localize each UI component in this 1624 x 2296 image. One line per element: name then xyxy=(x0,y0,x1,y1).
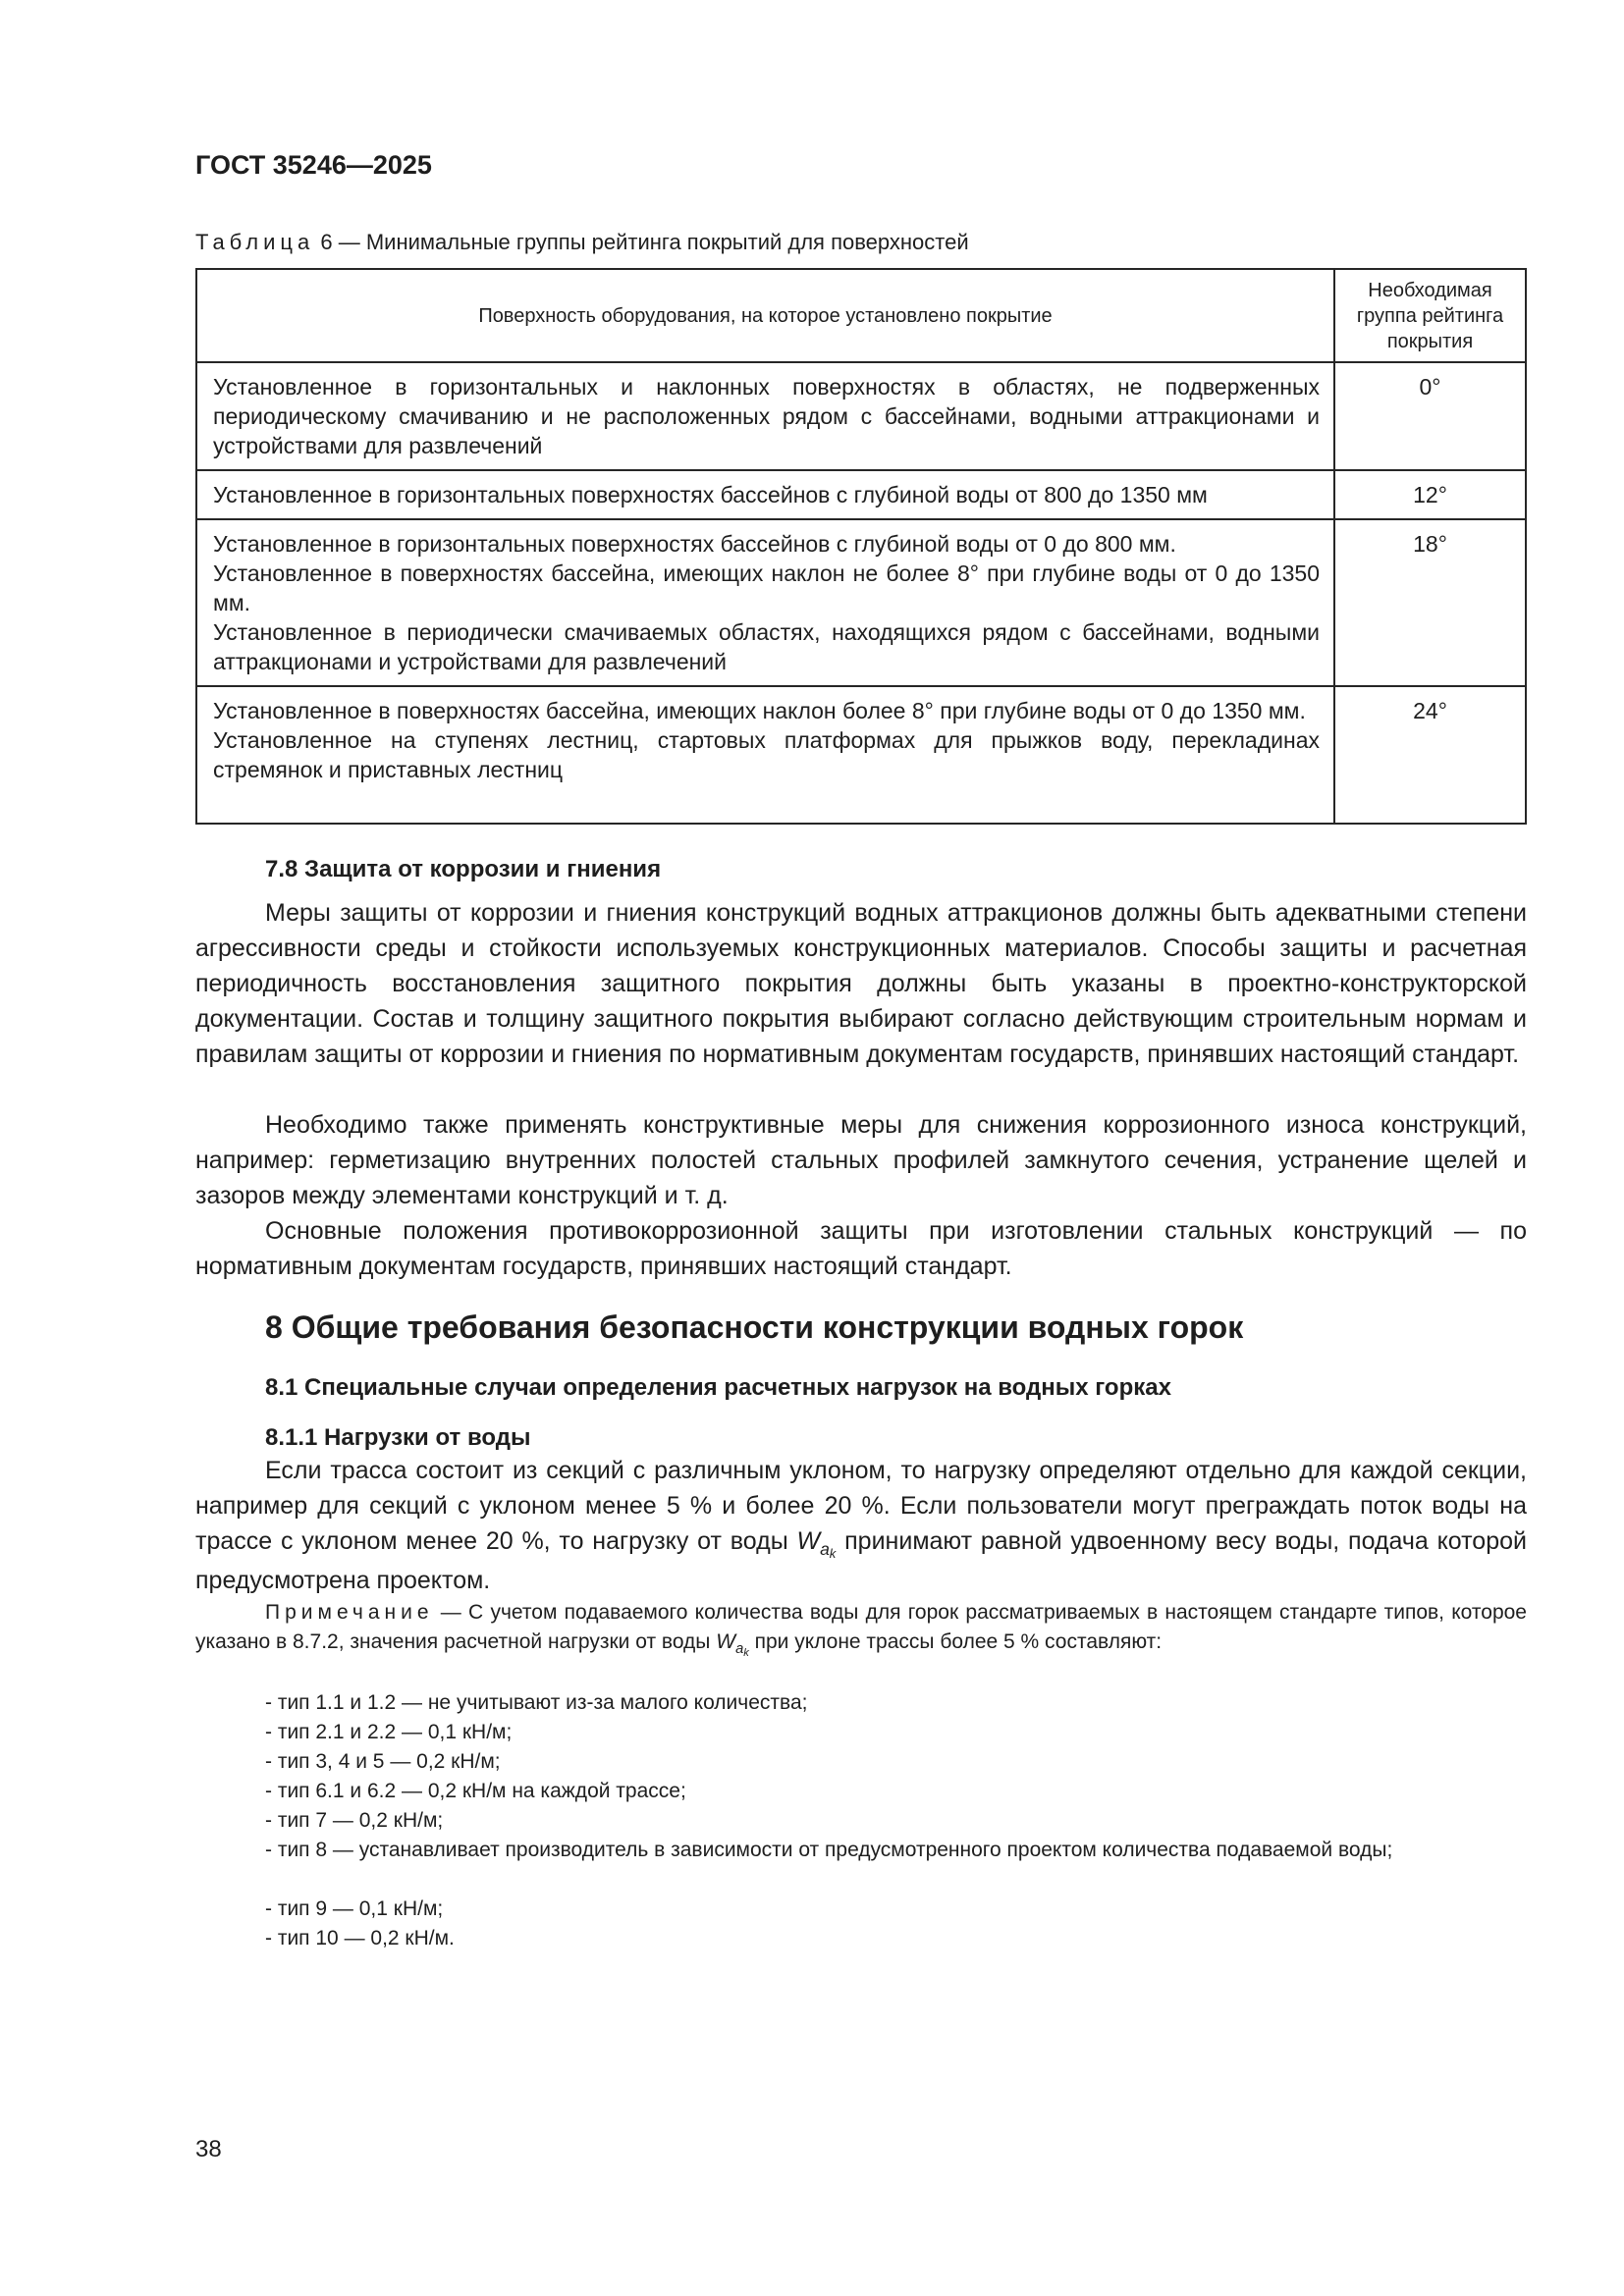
surface-text: Установленное в горизонтальных поверхностях бассейнов с глубиной воды от 0 до 800 мм. xyxy=(213,531,1176,557)
column-header-group: Необходимая группа рейтинга покрытия xyxy=(1334,269,1526,362)
section-8-1-1-heading: 8.1.1 Нагрузки от воды xyxy=(265,1424,531,1451)
water-load-subscript: ak xyxy=(735,1641,749,1659)
note-label: Примечание xyxy=(265,1601,434,1624)
surface-text: Установленное в горизонтальных поверхностях бассейнов с глубиной воды от 800 до 1350 мм xyxy=(213,482,1208,507)
surface-cell xyxy=(196,686,1334,824)
table-caption xyxy=(195,230,969,255)
paragraph-text: Если трасса состоит из секций с различным уклоном, то нагрузку определяют отдельно для каждой секции, например для секций с уклоном менее 5 % и более 20 %. Если пользователи могут преграждать поток воды на трассе с уклоном менее 20 %, то нагрузку от воды xyxy=(195,1457,1527,1555)
table-row xyxy=(196,686,1526,824)
paragraph-text: принимают равной удвоенному весу воды, подача которой предусмотрена проектом. xyxy=(195,1527,1527,1594)
table-row xyxy=(196,470,1526,519)
water-load-subscript: ak xyxy=(820,1539,837,1562)
section-7-8-paragraph-1: Меры защиты от коррозии и гниения конструкций водных аттракционов должны быть адекватными степени агрессивности среды и стойкости используемых конструкционных материалов. Способы защиты и расчетная периодичность восстановления защитного покрытия должны быть указаны в проектно-конструкторской документации. Состав и толщину защитного покрытия выбирают согласно действующим строительным нормам и правилам защиты от коррозии и гниения по нормативным документам государств, принявших настоящий стандарт. xyxy=(195,899,1527,1068)
rating-group-cell: 24° xyxy=(1334,686,1526,824)
section-7-8-paragraph-2: Необходимо также применять конструктивные меры для снижения коррозионного износа конструкций, например: герметизацию внутренних полостей стальных профилей замкнутого сечения, устранение щелей и зазоров между элементами конструкций и т. д. xyxy=(195,1111,1527,1209)
section-8-heading: 8 Общие требования безопасности конструкции водных горок xyxy=(265,1309,1244,1345)
surface-text: Установленное в горизонтальных и наклонных поверхностях в областях, не подверженных периодическому смачиванию и не расположенных рядом с бассейнами, водными аттракционами и устройствами для развлечений xyxy=(213,374,1320,458)
rating-group-cell: 0° xyxy=(1334,362,1526,470)
table-row xyxy=(196,362,1526,470)
section-8-1-1-paragraph xyxy=(195,1453,1527,1598)
rating-group-cell: 12° xyxy=(1334,470,1526,519)
table-header-row xyxy=(196,269,1526,362)
column-header-surface: Поверхность оборудования, на которое установлено покрытие xyxy=(196,269,1334,362)
note-list-item: - тип 7 — 0,2 кН/м; xyxy=(265,1809,444,1832)
note-list-item: - тип 3, 4 и 5 — 0,2 кН/м; xyxy=(265,1750,501,1773)
table-row xyxy=(196,519,1526,686)
surface-text: Установленное в поверхностях бассейна, имеющих наклон более 8° при глубине воды от 0 до 1350 мм. xyxy=(213,698,1306,723)
water-load-symbol: W xyxy=(796,1527,821,1555)
surface-cell xyxy=(196,470,1334,519)
surface-cell xyxy=(196,519,1334,686)
surface-text: Установленное в периодически смачиваемых областях, находящихся рядом с бассейнами, водными аттракционами и устройствами для развлечений xyxy=(213,619,1320,674)
note-paragraph xyxy=(195,1598,1527,1660)
note-text: при уклоне трассы более 5 % составляют: xyxy=(754,1630,1163,1653)
note-list-item: - тип 10 — 0,2 кН/м. xyxy=(265,1927,455,1949)
coating-rating-table xyxy=(195,268,1527,825)
water-load-symbol: W xyxy=(716,1630,736,1653)
standard-header: ГОСТ 35246—2025 xyxy=(195,150,432,180)
surface-text: Установленное в поверхностях бассейна, имеющих наклон не более 8° при глубине воды от 0 до 1350 мм. xyxy=(213,561,1320,615)
note-text: — С учетом подаваемого количества воды для горок рассматриваемых в настоящем стандарте типов, которое указано в 8.7.2, значения расчетной нагрузки от воды xyxy=(195,1601,1527,1653)
section-7-8-heading: 7.8 Защита от коррозии и гниения xyxy=(265,856,662,882)
note-list-item: - тип 1.1 и 1.2 — не учитывают из-за малого количества; xyxy=(265,1691,808,1714)
note-list-item: - тип 6.1 и 6.2 — 0,2 кН/м на каждой трассе; xyxy=(265,1780,686,1802)
surface-cell xyxy=(196,362,1334,470)
note-list-item: - тип 2.1 и 2.2 — 0,1 кН/м; xyxy=(265,1721,513,1743)
note-list-item: - тип 8 — устанавливает производитель в зависимости от предусмотренного проектом количества подаваемой воды; xyxy=(265,1839,1393,1861)
surface-text: Установленное на ступенях лестниц, стартовых платформах для прыжков воду, перекладинах стремянок и приставных лестниц xyxy=(213,727,1320,782)
note-list-item: - тип 9 — 0,1 кН/м; xyxy=(265,1897,444,1920)
table-caption-text: 6 — Минимальные группы рейтинга покрытий для поверхностей xyxy=(320,230,969,254)
table-caption-label: Таблица xyxy=(195,230,315,254)
section-8-1-heading: 8.1 Специальные случаи определения расчетных нагрузок на водных горках xyxy=(265,1374,1171,1401)
rating-group-cell: 18° xyxy=(1334,519,1526,686)
section-7-8-paragraph-3: Основные положения противокоррозионной защиты при изготовлении стальных конструкций — по нормативным документам государств, принявших настоящий стандарт. xyxy=(195,1217,1527,1280)
page-number: 38 xyxy=(195,2136,222,2163)
